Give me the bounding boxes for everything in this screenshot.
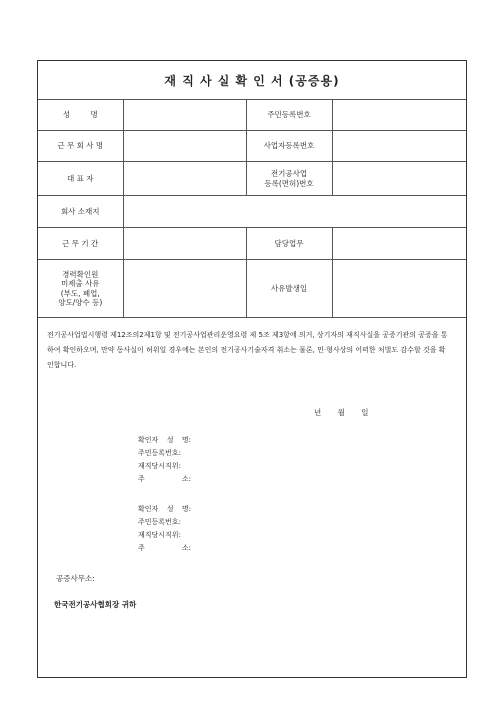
table-row [38, 196, 466, 228]
confirmer-address-row [138, 473, 191, 486]
confirmer-name-row [138, 434, 191, 447]
business-number-field[interactable] [332, 131, 466, 162]
representative-field[interactable] [123, 162, 246, 196]
confirmer-id-row [138, 516, 191, 529]
confirmer-address-label: 주 소: [138, 475, 191, 483]
representative-label: 대 표 자 [38, 162, 123, 196]
info-table [38, 99, 466, 318]
confirmer-position-label: 재직당시직위: [138, 462, 181, 470]
company-address-label: 회사 소재지 [38, 196, 123, 228]
employment-period-label: 근 무 기 간 [38, 228, 123, 260]
confirmer-address-label: 주 소: [138, 544, 191, 552]
reason-date-label: 사유발생일 [246, 260, 332, 318]
confirmer-name-label: 확인자 성 명: [138, 436, 191, 444]
confirmer-name-label: 확인자 성 명: [138, 505, 191, 513]
form-frame [37, 60, 467, 678]
table-row [38, 162, 466, 196]
statement-section [38, 317, 466, 369]
recipient: 한국전기공사협회장 귀하 [54, 600, 137, 609]
name-label: 성 명 [38, 100, 123, 131]
confirmer-position-row [138, 529, 191, 542]
notary-office-label: 공증사무소: [56, 574, 95, 583]
resident-number-label: 주민등록번호 [246, 100, 332, 131]
table-row [38, 100, 466, 131]
confirmer-id-label: 주민등록번호: [138, 518, 181, 526]
license-number-field[interactable] [332, 162, 466, 196]
confirmer-position-label: 재직당시직위: [138, 531, 181, 539]
company-name-field[interactable] [123, 131, 246, 162]
table-row [38, 228, 466, 260]
confirmer-block-1 [138, 434, 191, 486]
company-address-field[interactable] [123, 196, 466, 228]
confirmer-address-row [138, 542, 191, 555]
form-title: 재 직 사 실 확 인 서 (공증용) [38, 61, 466, 100]
confirmer-id-label: 주민등록번호: [138, 449, 181, 457]
duty-label: 담당업무 [246, 228, 332, 260]
employment-period-field[interactable] [123, 228, 246, 260]
business-number-label: 사업자등록번호 [246, 131, 332, 162]
license-number-label: 전기공사업 등록(면허)번호 [246, 162, 332, 196]
resident-number-field[interactable] [332, 100, 466, 131]
name-field[interactable] [123, 100, 246, 131]
duty-field[interactable] [332, 228, 466, 260]
confirmer-id-row [138, 447, 191, 460]
confirmer-position-row [138, 460, 191, 473]
table-row [38, 260, 466, 318]
statement-text: 전기공사업법시행령 제12조의2제1항 및 전기공사업관리운영요령 제 5조 제3항에 의거, 상기자의 재직사실을 공증기관의 공증을 통하여 확인하오며, 만약 동사실이 허위일 경우에는 본인의 전기공사기술자격 취소는 물론, 민·형사상의 어떠한 처벌도 감수할 것을 확인합니다. [47, 331, 448, 369]
non-submission-reason-field[interactable] [123, 260, 246, 318]
date-line: 년 월 일 [314, 408, 369, 417]
non-submission-reason-label: 경력확인원 미제출 사유 (부도, 폐업, 양도/양수 등) [38, 260, 123, 318]
reason-date-field[interactable] [332, 260, 466, 318]
company-name-label: 근 무 회 사 명 [38, 131, 123, 162]
confirmer-block-2 [138, 503, 191, 555]
table-row [38, 131, 466, 162]
confirmer-name-row [138, 503, 191, 516]
